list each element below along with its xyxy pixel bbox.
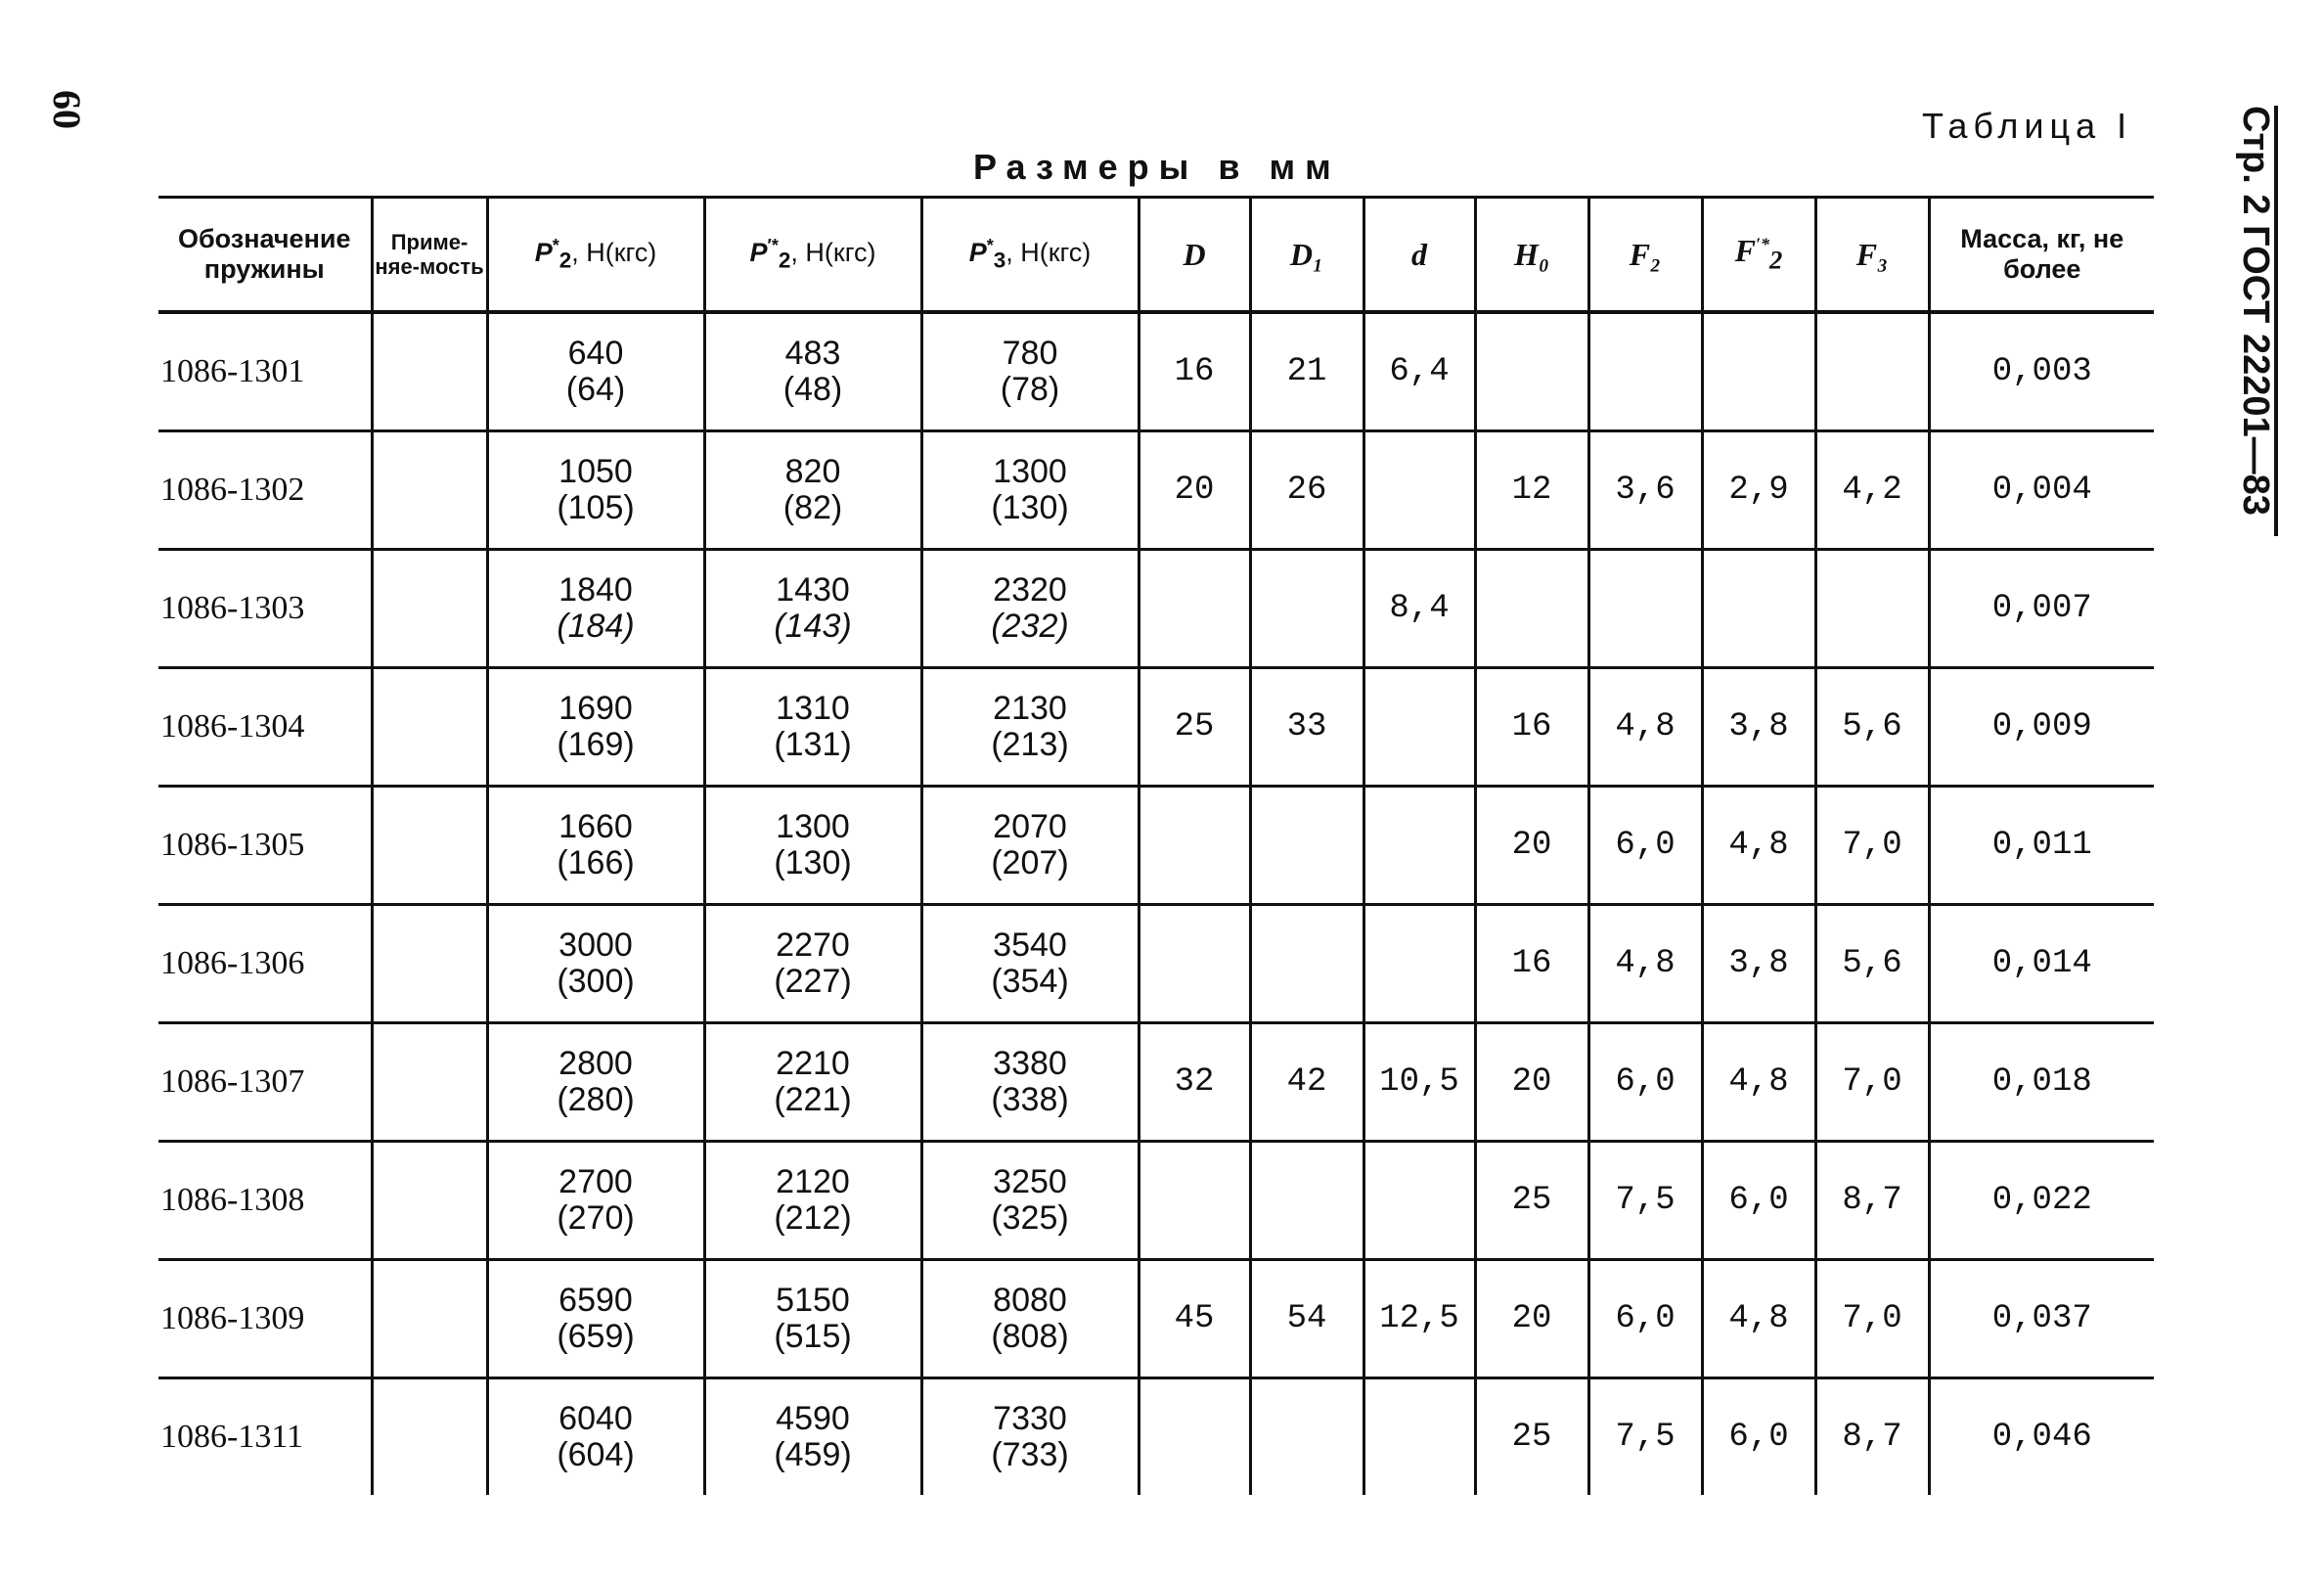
force-kgf: (300) — [557, 963, 635, 1000]
force-newton: 1300 — [776, 807, 850, 845]
value-d: 8,4 — [1363, 550, 1475, 668]
force-kgf: (232) — [991, 608, 1069, 645]
table-row — [158, 1260, 2154, 1378]
force-newton: 483 — [784, 334, 841, 372]
force-kgf: (515) — [774, 1318, 852, 1355]
force-p2p — [704, 787, 921, 905]
force-p2p — [704, 1142, 921, 1260]
value-D — [1139, 550, 1250, 668]
table-row — [158, 312, 2154, 431]
force-p3 — [921, 1023, 1139, 1142]
force-newton: 640 — [567, 334, 624, 372]
value-d: 12,5 — [1363, 1260, 1475, 1378]
value-H0: 16 — [1475, 668, 1588, 787]
force-newton: 2700 — [559, 1162, 633, 1200]
force-kgf: (338) — [991, 1081, 1069, 1118]
value-d: 6,4 — [1363, 312, 1475, 431]
force-p2 — [487, 1142, 704, 1260]
applicability-cell — [372, 905, 487, 1023]
value-F2: 4,8 — [1588, 668, 1702, 787]
spring-designation: 1086-1311 — [160, 1419, 304, 1455]
force-kgf: (169) — [557, 726, 635, 763]
value-d: 10,5 — [1363, 1023, 1475, 1142]
value-F3: 8,7 — [1815, 1142, 1929, 1260]
force-p2 — [487, 312, 704, 431]
table-row — [158, 431, 2154, 550]
force-p2p — [704, 1023, 921, 1142]
force-p3 — [921, 431, 1139, 550]
force-newton: 5150 — [776, 1281, 850, 1319]
header-F2-prime: $F^{'*}_2$ — [1702, 198, 1815, 313]
force-kgf: (184) — [557, 608, 635, 645]
table-row — [158, 668, 2154, 787]
force-newton: 2800 — [559, 1044, 633, 1082]
page-number: 60 — [45, 90, 89, 129]
force-newton: 2130 — [993, 689, 1067, 727]
value-D: 20 — [1139, 431, 1250, 550]
mass-value: 0,009 — [1929, 668, 2154, 787]
value-F2p: 3,8 — [1702, 668, 1815, 787]
value-D: 16 — [1139, 312, 1250, 431]
header-F3: F₃ — [1815, 198, 1929, 313]
mass-value: 0,003 — [1929, 312, 2154, 431]
force-newton: 2270 — [776, 925, 850, 964]
force-p2p — [704, 550, 921, 668]
force-p2 — [487, 668, 704, 787]
force-kgf: (227) — [774, 963, 852, 1000]
force-newton: 3250 — [993, 1162, 1067, 1200]
force-newton: 1050 — [559, 452, 633, 490]
table-row — [158, 1023, 2154, 1142]
value-d — [1363, 905, 1475, 1023]
value-F2p: 4,8 — [1702, 1260, 1815, 1378]
mass-value: 0,004 — [1929, 431, 2154, 550]
value-F2p — [1702, 312, 1815, 431]
force-newton: 2070 — [993, 807, 1067, 845]
value-F3 — [1815, 550, 1929, 668]
applicability-cell — [372, 1260, 487, 1378]
applicability-cell — [372, 1023, 487, 1142]
value-F3 — [1815, 312, 1929, 431]
value-F2: 7,5 — [1588, 1378, 1702, 1496]
applicability-cell — [372, 1378, 487, 1496]
force-p3 — [921, 1260, 1139, 1378]
value-D1: 54 — [1250, 1260, 1363, 1378]
value-H0: 16 — [1475, 905, 1588, 1023]
header-mass: Масса, кг, не более — [1929, 198, 2154, 313]
force-p3 — [921, 787, 1139, 905]
value-D — [1139, 787, 1250, 905]
value-H0: 25 — [1475, 1142, 1588, 1260]
force-kgf: (131) — [774, 726, 852, 763]
value-F2p: 2,9 — [1702, 431, 1815, 550]
force-p2 — [487, 1378, 704, 1496]
value-F2p: 4,8 — [1702, 1023, 1815, 1142]
force-newton: 1310 — [776, 689, 850, 727]
value-F2 — [1588, 550, 1702, 668]
force-kgf: (270) — [557, 1199, 635, 1237]
force-p2 — [487, 905, 704, 1023]
value-D — [1139, 905, 1250, 1023]
value-D1 — [1250, 1378, 1363, 1496]
force-p2p — [704, 431, 921, 550]
value-F2p: 6,0 — [1702, 1378, 1815, 1496]
side-header — [2215, 106, 2278, 536]
force-p2p — [704, 668, 921, 787]
value-F2: 4,8 — [1588, 905, 1702, 1023]
force-p3 — [921, 905, 1139, 1023]
force-p3 — [921, 1142, 1139, 1260]
value-F2 — [1588, 312, 1702, 431]
force-kgf: (212) — [774, 1199, 852, 1237]
mass-value: 0,014 — [1929, 905, 2154, 1023]
value-D1: 21 — [1250, 312, 1363, 431]
force-newton: 820 — [784, 452, 841, 490]
value-F2: 6,0 — [1588, 787, 1702, 905]
table-row — [158, 1378, 2154, 1496]
value-d — [1363, 431, 1475, 550]
table-row — [158, 787, 2154, 905]
force-newton: 2120 — [776, 1162, 850, 1200]
force-kgf: (604) — [557, 1436, 635, 1473]
value-D: 25 — [1139, 668, 1250, 787]
force-p2p — [704, 1378, 921, 1496]
value-F2: 3,6 — [1588, 431, 1702, 550]
force-kgf: (221) — [774, 1081, 852, 1118]
mass-value: 0,018 — [1929, 1023, 2154, 1142]
force-p3 — [921, 550, 1139, 668]
value-F2: 7,5 — [1588, 1142, 1702, 1260]
force-kgf: (354) — [991, 963, 1069, 1000]
force-kgf: (207) — [991, 844, 1069, 881]
force-kgf: (459) — [774, 1436, 852, 1473]
force-kgf: (82) — [782, 489, 843, 526]
header-p3: $P^*_3$, Н(кгс) — [921, 198, 1139, 313]
value-F2p: 3,8 — [1702, 905, 1815, 1023]
value-D1 — [1250, 550, 1363, 668]
force-newton: 3000 — [559, 925, 633, 964]
force-newton: 780 — [1002, 334, 1058, 372]
applicability-cell — [372, 1142, 487, 1260]
applicability-cell — [372, 312, 487, 431]
force-p2 — [487, 1023, 704, 1142]
force-kgf: (659) — [557, 1318, 635, 1355]
force-p2 — [487, 431, 704, 550]
value-H0: 20 — [1475, 1023, 1588, 1142]
value-d — [1363, 668, 1475, 787]
force-p3 — [921, 668, 1139, 787]
spring-designation: 1086-1303 — [158, 550, 372, 668]
value-d — [1363, 787, 1475, 905]
value-H0: 25 — [1475, 1378, 1588, 1496]
force-kgf: (143) — [774, 608, 852, 645]
force-kgf: (213) — [991, 726, 1069, 763]
force-newton: 6040 — [559, 1399, 633, 1437]
spring-designation: 1086-1304 — [158, 668, 372, 787]
spring-designation: 1086-1301 — [158, 312, 372, 431]
force-kgf: (166) — [557, 844, 635, 881]
force-kgf: (280) — [557, 1081, 635, 1118]
applicability-cell — [372, 668, 487, 787]
force-newton: 3540 — [993, 925, 1067, 964]
spring-designation: 1086-1308 — [158, 1142, 372, 1260]
header-p2-prime: $P^{'*}_2$, Н(кгс) — [704, 198, 921, 313]
force-newton: 4590 — [776, 1399, 850, 1437]
force-kgf: (130) — [774, 844, 852, 881]
value-d — [1363, 1378, 1475, 1496]
applicability-cell — [372, 550, 487, 668]
spring-designation: 1086-1305 — [158, 787, 372, 905]
header-d: d — [1363, 198, 1475, 313]
force-kgf: (130) — [991, 489, 1069, 526]
header-H0: H₀ — [1475, 198, 1588, 313]
force-newton: 6590 — [559, 1281, 633, 1319]
force-kgf: (105) — [557, 489, 635, 526]
value-F3: 7,0 — [1815, 1023, 1929, 1142]
header-p2: $P^*_2$, Н(кгс) — [487, 198, 704, 313]
force-p2p — [704, 312, 921, 431]
table-header-row — [158, 198, 2154, 313]
force-p3 — [921, 1378, 1139, 1496]
force-newton: 1840 — [559, 570, 633, 609]
value-D: 32 — [1139, 1023, 1250, 1142]
header-F2: F₂ — [1588, 198, 1702, 313]
header-applicability: Приме-няе-мость — [372, 198, 487, 313]
value-H0: 12 — [1475, 431, 1588, 550]
spring-designation: 1086-1306 — [158, 905, 372, 1023]
table-row — [158, 550, 2154, 668]
force-kgf: (325) — [991, 1199, 1069, 1237]
mass-value: 0,046 — [1929, 1378, 2154, 1496]
header-designation: Обозначение пружины — [158, 198, 372, 313]
value-D: 45 — [1139, 1260, 1250, 1378]
force-newton: 1430 — [776, 570, 850, 609]
mass-value: 0,022 — [1929, 1142, 2154, 1260]
value-F3: 7,0 — [1815, 1260, 1929, 1378]
spring-designation: 1086-1302 — [158, 431, 372, 550]
force-newton: 1690 — [559, 689, 633, 727]
force-newton: 3380 — [993, 1044, 1067, 1082]
table-row — [158, 1142, 2154, 1260]
force-newton: 1300 — [993, 452, 1067, 490]
value-F3: 4,2 — [1815, 431, 1929, 550]
value-H0 — [1475, 550, 1588, 668]
force-p3 — [921, 312, 1139, 431]
force-newton: 1660 — [559, 807, 633, 845]
header-D: D — [1139, 198, 1250, 313]
applicability-cell — [372, 787, 487, 905]
value-F2: 6,0 — [1588, 1260, 1702, 1378]
value-F2p — [1702, 550, 1815, 668]
value-d — [1363, 1142, 1475, 1260]
springs-table — [158, 196, 2154, 1495]
side-header-text: Стр. 2 ГОСТ 22201—83 — [2235, 106, 2276, 516]
force-kgf: (808) — [991, 1318, 1069, 1355]
value-D1 — [1250, 1142, 1363, 1260]
mass-value: 0,007 — [1929, 550, 2154, 668]
value-D — [1139, 1378, 1250, 1496]
value-D1: 42 — [1250, 1023, 1363, 1142]
value-D1 — [1250, 787, 1363, 905]
value-D1 — [1250, 905, 1363, 1023]
spring-designation: 1086-1309 — [158, 1260, 372, 1378]
value-D1: 26 — [1250, 431, 1363, 550]
value-F2: 6,0 — [1588, 1023, 1702, 1142]
value-H0: 20 — [1475, 787, 1588, 905]
force-kgf: (78) — [1000, 371, 1060, 408]
force-newton: 8080 — [993, 1281, 1067, 1319]
value-H0 — [1475, 312, 1588, 431]
table-row — [158, 905, 2154, 1023]
mass-value: 0,037 — [1929, 1260, 2154, 1378]
force-p2p — [704, 1260, 921, 1378]
value-F2p: 4,8 — [1702, 787, 1815, 905]
force-p2 — [487, 787, 704, 905]
force-kgf: (733) — [991, 1436, 1069, 1473]
force-newton: 7330 — [993, 1399, 1067, 1437]
force-newton: 2210 — [776, 1044, 850, 1082]
applicability-cell — [372, 431, 487, 550]
mass-value: 0,011 — [1929, 787, 2154, 905]
value-D1: 33 — [1250, 668, 1363, 787]
force-p2p — [704, 905, 921, 1023]
value-F3: 5,6 — [1815, 668, 1929, 787]
force-p2 — [487, 550, 704, 668]
value-F3: 8,7 — [1815, 1378, 1929, 1496]
header-D1: D₁ — [1250, 198, 1363, 313]
value-D — [1139, 1142, 1250, 1260]
force-p2 — [487, 1260, 704, 1378]
dimensions-caption: Размеры в мм — [973, 147, 1341, 187]
value-H0: 20 — [1475, 1260, 1588, 1378]
force-kgf: (48) — [782, 371, 843, 408]
force-newton: 2320 — [993, 570, 1067, 609]
spring-designation: 1086-1307 — [158, 1023, 372, 1142]
table-label: Таблица I — [1922, 106, 2133, 146]
force-kgf: (64) — [565, 371, 626, 408]
value-F3: 5,6 — [1815, 905, 1929, 1023]
value-F2p: 6,0 — [1702, 1142, 1815, 1260]
value-F3: 7,0 — [1815, 787, 1929, 905]
